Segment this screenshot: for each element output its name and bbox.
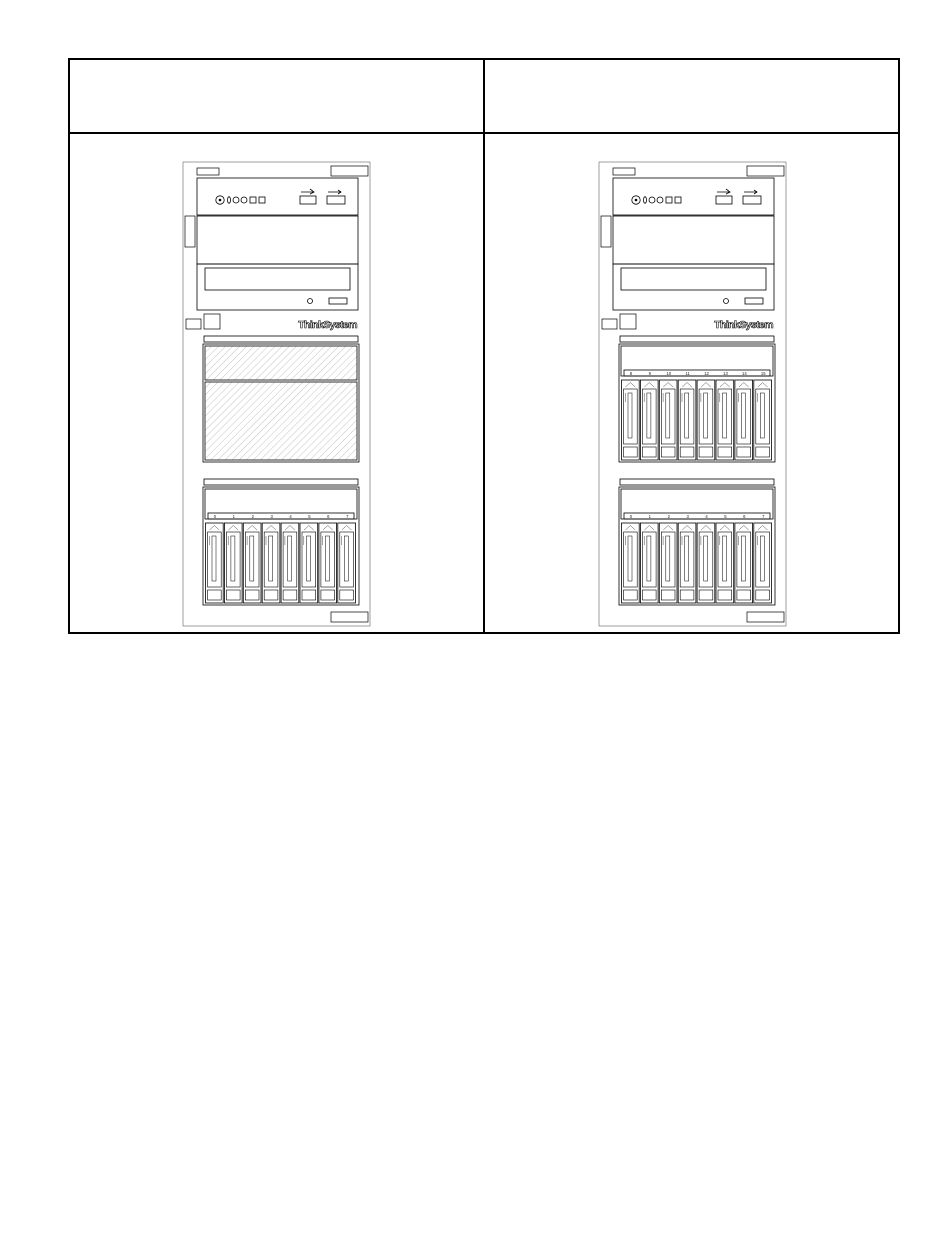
top-right-tab <box>331 166 368 176</box>
usb-port-2 <box>743 196 761 204</box>
upper-bay-filler-bottom <box>205 382 357 460</box>
drive-handle-grip <box>250 536 254 581</box>
drive-bottom-tab <box>321 590 335 600</box>
drive-carrier <box>659 380 677 460</box>
drive-bottom-tab <box>245 590 259 600</box>
drive-release-latch <box>739 526 749 531</box>
drive-bay-number: 6 <box>743 514 746 519</box>
drive-handle <box>680 389 694 444</box>
drive-handle-grip <box>647 393 651 438</box>
power-button-center <box>219 199 222 202</box>
usb-icon <box>744 190 757 194</box>
lower-bay-number-strip <box>208 513 354 519</box>
lower-bay-label-area <box>205 489 357 519</box>
bottom-right-tab <box>331 612 368 622</box>
drive-slot <box>640 523 658 603</box>
small-panel-button <box>186 319 201 329</box>
lower-bay-rail <box>204 479 358 485</box>
drive-bay-number: 7 <box>346 514 349 519</box>
drive-release-latch <box>285 526 295 531</box>
drive-slot <box>678 523 696 603</box>
drive-bottom-tab <box>642 590 656 600</box>
drive-carrier <box>659 523 677 603</box>
drive-handle-grip <box>760 536 764 581</box>
drive-slot <box>697 380 715 460</box>
drive-release-latch <box>758 383 768 388</box>
drive-handle <box>661 389 675 444</box>
drive-release-latch <box>304 526 314 531</box>
drive-slot <box>754 523 772 603</box>
drive-handle-grip <box>628 536 632 581</box>
drive-handle <box>302 532 316 587</box>
drive-release-latch <box>626 383 636 388</box>
drive-slot <box>338 523 356 603</box>
drive-slot <box>243 523 261 603</box>
drive-bay-number: 13 <box>723 371 728 376</box>
drive-slot <box>206 523 224 603</box>
drive-handle <box>264 532 278 587</box>
optical-drive-slot <box>329 298 347 304</box>
upper-bay-filler-top <box>205 346 357 380</box>
drive-release-latch <box>720 526 730 531</box>
drive-bay-number: 12 <box>704 371 709 376</box>
drive-handle <box>208 532 222 587</box>
drive-bay-number: 5 <box>724 514 727 519</box>
side-handle <box>185 216 195 247</box>
drive-slot <box>659 380 677 460</box>
drive-bottom-tab <box>283 590 297 600</box>
usb-port-1 <box>716 196 732 204</box>
drive-slot <box>224 523 242 603</box>
drive-handle <box>642 389 656 444</box>
drive-handle-grip <box>628 393 632 438</box>
server-front-right <box>599 162 786 626</box>
side-handle <box>601 216 611 247</box>
drive-handle-grip <box>723 393 727 438</box>
drive-release-latch <box>758 526 768 531</box>
drive-bay-number: 11 <box>685 371 690 376</box>
top-right-tab <box>747 166 784 176</box>
drive-handle <box>624 532 638 587</box>
drive-bottom-tab <box>699 590 713 600</box>
drive-handle <box>283 532 297 587</box>
drive-handle <box>624 389 638 444</box>
drive-carrier <box>735 523 753 603</box>
drive-bottom-tab <box>680 447 694 457</box>
optical-drive-tray <box>205 268 350 290</box>
thinksystem-logo: ThinkSystem <box>298 319 357 331</box>
drive-bottom-tab <box>642 447 656 457</box>
drive-bay-number: 6 <box>327 514 330 519</box>
drive-bottom-tab <box>699 447 713 457</box>
bottom-right-tab <box>747 612 784 622</box>
id-led-icon <box>228 197 231 204</box>
drive-release-latch <box>663 526 673 531</box>
server-front-left <box>183 162 370 626</box>
info-led-icon <box>259 197 265 203</box>
drive-carrier <box>716 523 734 603</box>
drive-slot <box>300 523 318 603</box>
drive-handle-grip <box>325 536 329 581</box>
drive-carrier <box>735 380 753 460</box>
drive-carrier <box>678 380 696 460</box>
lower-bay-label-area <box>621 489 773 519</box>
drive-bottom-tab <box>624 447 638 457</box>
drive-bay-number: 0 <box>629 514 633 519</box>
drive-carrier <box>716 380 734 460</box>
upper-bay-label-area <box>621 346 773 376</box>
drive-slot <box>622 523 640 603</box>
drive-release-latch <box>682 526 692 531</box>
drive-handle-grip <box>741 393 745 438</box>
drive-bottom-tab <box>756 590 770 600</box>
drive-release-latch <box>739 383 749 388</box>
drive-handle-grip <box>685 393 689 438</box>
drive-bottom-tab <box>661 447 675 457</box>
drive-bottom-tab <box>208 590 222 600</box>
upper-bay-rail <box>204 336 358 342</box>
drive-handle-grip <box>231 536 235 581</box>
optical-bay-blank <box>197 216 358 264</box>
drive-handle-grip <box>685 536 689 581</box>
drive-release-latch <box>682 383 692 388</box>
drive-bay-number: 2 <box>667 514 670 519</box>
drive-bay-number: 9 <box>648 371 652 376</box>
drive-slot <box>716 380 734 460</box>
drive-handle <box>226 532 240 587</box>
drive-release-latch <box>720 383 730 388</box>
drive-bay-number: 14 <box>742 371 747 376</box>
drive-handle-grip <box>723 536 727 581</box>
drive-handle <box>340 532 354 587</box>
drive-handle <box>680 532 694 587</box>
info-led-icon <box>675 197 681 203</box>
drive-handle-grip <box>288 536 292 581</box>
drive-bottom-tab <box>756 447 770 457</box>
drive-bay-number: 7 <box>762 514 765 519</box>
drive-bay-number: 1 <box>648 514 652 519</box>
network-led-icon <box>657 197 663 203</box>
optical-drive-bay <box>613 264 774 310</box>
lower-bay-rail <box>620 479 774 485</box>
optical-drive-bay <box>197 264 358 310</box>
drive-handle <box>699 389 713 444</box>
drive-carrier <box>697 523 715 603</box>
upper-bay-rail <box>620 336 774 342</box>
drive-handle <box>737 389 751 444</box>
small-panel-button <box>602 319 617 329</box>
upper-bay-number-strip <box>624 370 770 376</box>
drive-release-latch <box>323 526 333 531</box>
drive-slot <box>735 523 753 603</box>
drive-slot <box>640 380 658 460</box>
chassis-outline <box>599 162 786 626</box>
drive-release-latch <box>210 526 220 531</box>
drive-bay-number: 4 <box>705 514 708 519</box>
network-led-icon <box>241 197 247 203</box>
drive-handle <box>699 532 713 587</box>
drive-slot <box>697 523 715 603</box>
drive-release-latch <box>644 383 654 388</box>
drive-bay-number: 0 <box>213 514 217 519</box>
drive-handle <box>756 532 770 587</box>
drive-handle-grip <box>269 536 273 581</box>
drive-carrier <box>640 523 658 603</box>
drive-release-latch <box>342 526 352 531</box>
drive-bottom-tab <box>718 447 732 457</box>
top-left-tab <box>197 168 219 175</box>
drive-slot <box>716 523 734 603</box>
drive-carrier <box>243 523 261 603</box>
drive-carrier <box>262 523 280 603</box>
optical-drive-tray <box>621 268 766 290</box>
drive-handle-grip <box>741 536 745 581</box>
drive-bay-number: 3 <box>686 514 689 519</box>
drive-slot <box>622 380 640 460</box>
drive-handle-grip <box>647 536 651 581</box>
drive-release-latch <box>701 383 711 388</box>
drive-handle-grip <box>760 393 764 438</box>
drive-release-latch <box>663 383 673 388</box>
drive-bottom-tab <box>737 447 751 457</box>
drive-bottom-tab <box>661 590 675 600</box>
system-error-led-icon <box>649 197 655 203</box>
lower-bay-number-strip <box>624 513 770 519</box>
drive-carrier <box>622 523 640 603</box>
drive-slot <box>659 523 677 603</box>
drive-handle-grip <box>212 536 216 581</box>
drive-handle <box>245 532 259 587</box>
id-led-icon <box>644 197 647 204</box>
drive-slot <box>678 380 696 460</box>
drive-bottom-tab <box>302 590 316 600</box>
drive-bottom-tab <box>718 590 732 600</box>
drive-bay-number: 10 <box>666 371 672 376</box>
drive-carrier <box>281 523 299 603</box>
drive-bottom-tab <box>264 590 278 600</box>
drive-carrier <box>640 380 658 460</box>
drive-bay-number: 2 <box>251 514 254 519</box>
drive-bottom-tab <box>624 590 638 600</box>
optical-drive-slot <box>745 298 763 304</box>
drive-carrier <box>697 380 715 460</box>
drive-carrier <box>224 523 242 603</box>
drive-handle <box>756 389 770 444</box>
drive-bay-number: 15 <box>760 371 766 376</box>
drive-handle <box>661 532 675 587</box>
drive-bottom-tab <box>226 590 240 600</box>
eject-button-icon <box>308 299 313 304</box>
drive-carrier <box>622 380 640 460</box>
front-io-panel <box>613 178 774 215</box>
drive-handle <box>718 389 732 444</box>
usb-icon <box>301 189 314 194</box>
drive-carrier <box>319 523 337 603</box>
drive-carrier <box>678 523 696 603</box>
drive-carrier <box>754 380 772 460</box>
drive-bay-number: 4 <box>289 514 292 519</box>
power-button-center <box>635 199 638 202</box>
drive-handle <box>642 532 656 587</box>
system-error-led-icon <box>233 197 239 203</box>
drive-slot <box>319 523 337 603</box>
key-lock-icon <box>204 314 220 329</box>
drive-handle-grip <box>666 536 670 581</box>
drive-handle-grip <box>704 393 708 438</box>
drive-release-latch <box>228 526 238 531</box>
drive-handle <box>737 532 751 587</box>
drive-bottom-tab <box>680 590 694 600</box>
drive-slot <box>735 380 753 460</box>
usb-icon <box>328 190 341 194</box>
drive-handle-grip <box>704 536 708 581</box>
drive-slot <box>281 523 299 603</box>
drive-release-latch <box>701 526 711 531</box>
drive-bottom-tab <box>340 590 354 600</box>
drive-release-latch <box>644 526 654 531</box>
drive-handle-grip <box>666 393 670 438</box>
drive-bay-number: 3 <box>270 514 273 519</box>
drive-handle-grip <box>307 536 311 581</box>
optical-bay-blank <box>613 216 774 264</box>
front-io-panel <box>197 178 358 215</box>
drive-activity-led-icon <box>666 197 672 203</box>
drive-release-latch <box>247 526 257 531</box>
drive-carrier <box>754 523 772 603</box>
drive-carrier <box>338 523 356 603</box>
drive-slot <box>754 380 772 460</box>
usb-port-2 <box>327 196 345 204</box>
thinksystem-logo: ThinkSystem <box>714 319 773 331</box>
drive-bottom-tab <box>737 590 751 600</box>
top-left-tab <box>613 168 635 175</box>
drive-bay-number: 1 <box>232 514 236 519</box>
drive-carrier <box>206 523 224 603</box>
drive-bay-number: 8 <box>629 371 633 376</box>
key-lock-icon <box>620 314 636 329</box>
drive-slot <box>262 523 280 603</box>
drive-activity-led-icon <box>250 197 256 203</box>
drive-release-latch <box>626 526 636 531</box>
drive-handle-grip <box>344 536 348 581</box>
eject-button-icon <box>724 299 729 304</box>
usb-port-1 <box>300 196 316 204</box>
drive-handle <box>321 532 335 587</box>
drive-carrier <box>300 523 318 603</box>
drive-release-latch <box>266 526 276 531</box>
figure-table <box>68 58 900 634</box>
usb-icon <box>717 189 730 194</box>
drive-handle <box>718 532 732 587</box>
drive-bay-number: 5 <box>308 514 311 519</box>
